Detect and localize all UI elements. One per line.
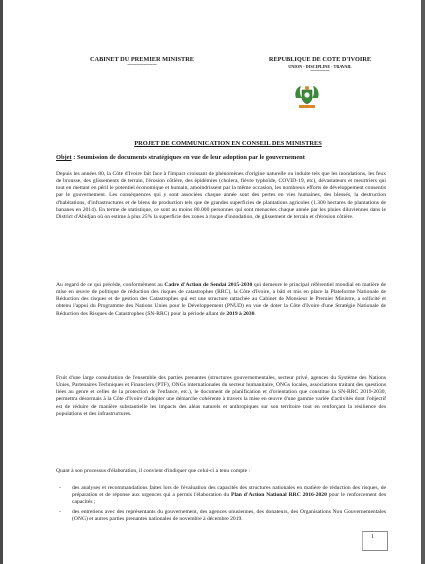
objet-label: Objet [56, 154, 72, 161]
objet-line [56, 154, 386, 161]
document-title: PROJET DE COMMUNICATION EN CONSEIL DES MINISTRES [134, 140, 322, 147]
page-number: 1 [371, 534, 374, 540]
scan-edge-left [0, 0, 3, 564]
bullet-dash: - [59, 485, 61, 491]
p2-text-a: Au regard de ce qui précède, conformément au [56, 282, 165, 288]
paragraph-context: Depuis les années 80, la Côte d'Ivoire fait face à l'impact croissant de phénomènes d'origine naturelle ou induite tels que les inondations, les feux de brousse, des glissements de terrain, l'érosion côtière, des épidémies (cholera, fièvre typhoïde, COVID-19, etc), dévastateurs et meurtriers qui tout en mettant en péril le potentiel économique et humain, amoindrissent par la même occasion, les nombreux efforts de développement consentis par le gouvernement. Les conséquences qui y sont associées chaque année sont des pertes en vies humaines, des blessés, la destruction d'habitations, d'infrastructures et de biens de production tels que de grandes superficies de plantations agricoles (1.300 hectares de plantations de bananes en 2014). En terme de statistique, ce sont au moins 80.000 personnes qui sont menacées chaque année par les pluies diluviennes dans le District d'Abidjan où on estime à plus 25% la superficie des zones à risque d'inondation, de glissement de terrain et d'érosion côtière. [56, 171, 386, 220]
b1-plan-bold: Plan d'Action National RRC 2016-2020 [231, 492, 327, 499]
scan-edge-right [421, 0, 425, 564]
bullet-dash: - [59, 509, 61, 516]
b1-text-c: pour le renforcement des capacités ; [72, 492, 387, 506]
republic-motto: UNION - DISCIPLINE - TRAVAIL [288, 64, 352, 69]
cabinet-title: CABINET DU PREMIER MINISTRE [90, 56, 194, 63]
objet-text: : Soumission de documents stratégiques en vue de leur adoption par le gouvernement [71, 154, 305, 161]
b2-text: des entretiens avec des représentants du gouvernement, des agences onusiennes, des donateurs, des Organisations Non Gouvernementales (ONG) et autres parties prenantes nationales de novembre à décembre 2019. [72, 509, 386, 523]
page-number-box [362, 531, 388, 551]
list-item [56, 509, 386, 523]
b1-text-a: des analyses et recommandations faites lors de l'évaluation des capacités des structures nationales en matière de réduction des risques, de préparation et de réponse aux urgences qui a permis l'élaboration du [72, 485, 386, 499]
header-right [256, 56, 384, 74]
paragraph-consultation: Fruit d'une large consultation de l'ensemble des parties prenantes (structures gouvernementales, secteur privé, agences du Système des Nations Unies, Partenaires Techniques et Financiers (PTF), ONGs internationales du secteur humanitaire, ONGs locales, associations traitant des questions liées au genre et celles de la protection de l'enfance, etc.), le document de planification et d'orientation que constitue la SN-RRC 2019-2030, permettra désormais à la Côte d'Ivoire d'adopter une démarche cohérente à travers la mise en œuvre d'une gamme variée d'activités dont l'objectif est de réduire de manière substantielle les impacts des aléas naturels et anthropiques sur son territoire tout en renforçant la résilience des populations et des infrastructures. [56, 375, 386, 417]
coat-of-arms-icon [293, 84, 321, 110]
p2-text-e: . [254, 310, 256, 317]
bullet-list [56, 485, 386, 526]
list-item [56, 485, 386, 506]
paragraph-sendai [56, 282, 386, 318]
right-dashes: ------------- [310, 69, 330, 74]
left-dashes: -------------------- [127, 63, 157, 68]
p2-text-c: qui demeure le principal référentiel mondial en matière de mise en œuvre de politique de réduction des risques de catastrophes (RRC), la Côte d'Ivoire, a bâti et mis en place la Plateforme Nationale de Réduction des risques et de gestion des Catastrophes qui est une structure rattachée au Cabinet de Monsieur le Premier Ministre, a sollicité et obtenu l'appui du Programme des Nations Unies pour le Développement (PNUD) en vue de doter la Côte d'Ivoire d'une Stratégie Nationale de Réduction des Risques de Catastrophes (SN-RRC) pour la période allant de [56, 282, 386, 317]
p2-period-bold: 2019 à 2030 [226, 310, 255, 317]
republic-title: REPUBLIQUE DE COTE D'IVOIRE [268, 56, 372, 63]
header-left [82, 56, 202, 68]
paragraph-process: Quant à son processus d'élaboration, il convient d'indiquer que celui-ci a tenu compte : [56, 468, 251, 474]
p2-sendai-bold: Cadre d'Action de Sendai 2015-2030 [164, 282, 253, 288]
